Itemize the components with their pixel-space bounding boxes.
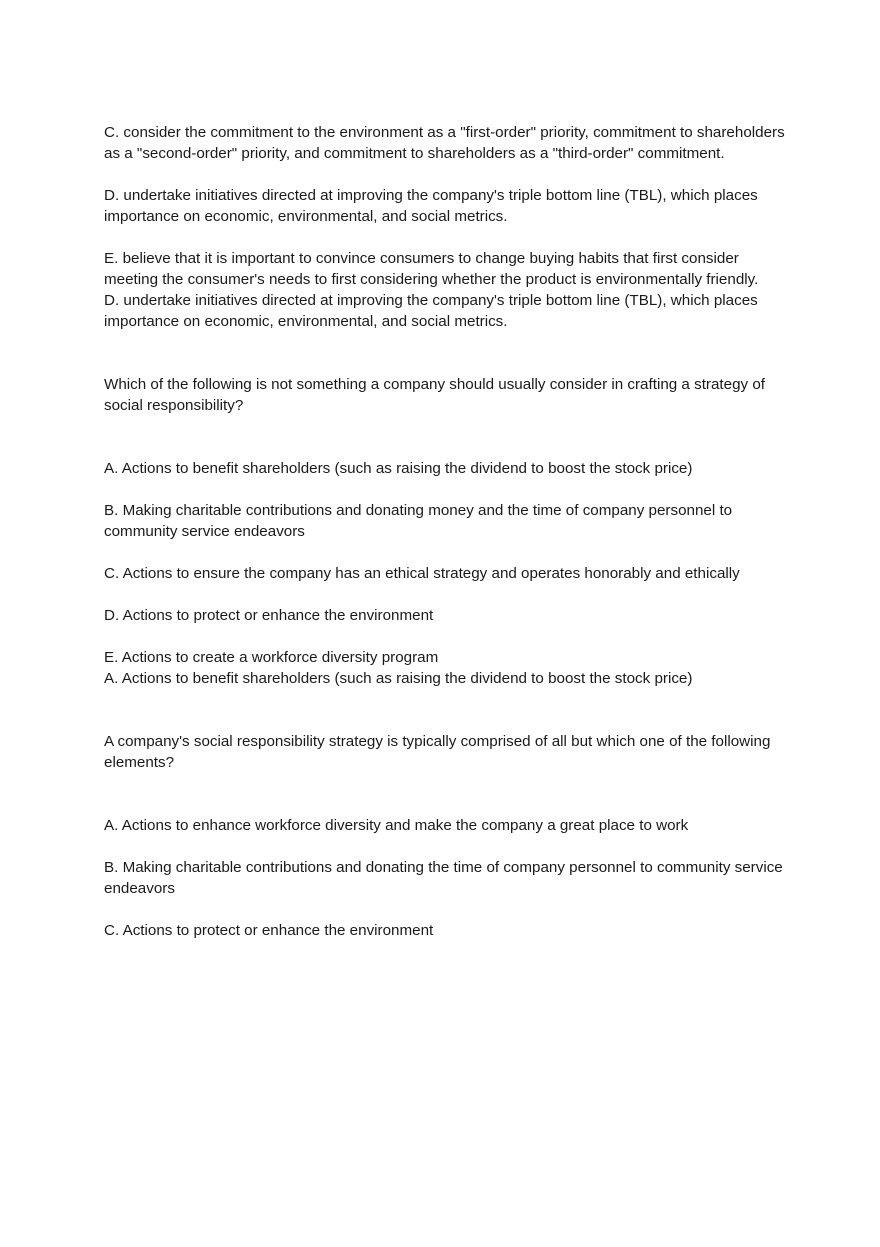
q2-option-e: E. Actions to create a workforce diversity program (104, 649, 439, 666)
q3-question: A company's social responsibility strategy is typically comprised of all but which one of the following elements? (104, 733, 771, 771)
q1-option-c: C. consider the commitment to the environment as a "first-order" priority, commitment to shareholders as a "second-order" priority, and commitment to shareholders as a "third-order" commitment. (104, 124, 785, 162)
q2-answer: A. Actions to benefit shareholders (such as raising the dividend to boost the stock price) (104, 670, 693, 687)
q2-option-b: B. Making charitable contributions and donating money and the time of company personnel to community service endeavors (104, 502, 733, 540)
q2-question: Which of the following is not something a company should usually consider in crafting a strategy of social responsibility? (104, 376, 766, 414)
q3-option-b: B. Making charitable contributions and donating the time of company personnel to community service endeavors (104, 859, 783, 897)
page-content (104, 122, 794, 941)
q2-option-c: C. Actions to ensure the company has an ethical strategy and operates honorably and ethically (104, 565, 740, 582)
q3-option-a: A. Actions to enhance workforce diversity and make the company a great place to work (104, 817, 689, 834)
q1-answer: D. undertake initiatives directed at improving the company's triple bottom line (TBL), which places importance on economic, environmental, and social metrics. (104, 292, 758, 330)
q1-option-d: D. undertake initiatives directed at improving the company's triple bottom line (TBL), which places importance on economic, environmental, and social metrics. (104, 187, 758, 225)
q1-option-e: E. believe that it is important to convince consumers to change buying habits that first consider meeting the consumer's needs to first considering whether the product is environmentally friendly. (104, 250, 759, 288)
q2-option-d: D. Actions to protect or enhance the environment (104, 607, 434, 624)
q3-option-c: C. Actions to protect or enhance the environment (104, 922, 434, 939)
q2-option-a: A. Actions to benefit shareholders (such as raising the dividend to boost the stock price) (104, 460, 693, 477)
